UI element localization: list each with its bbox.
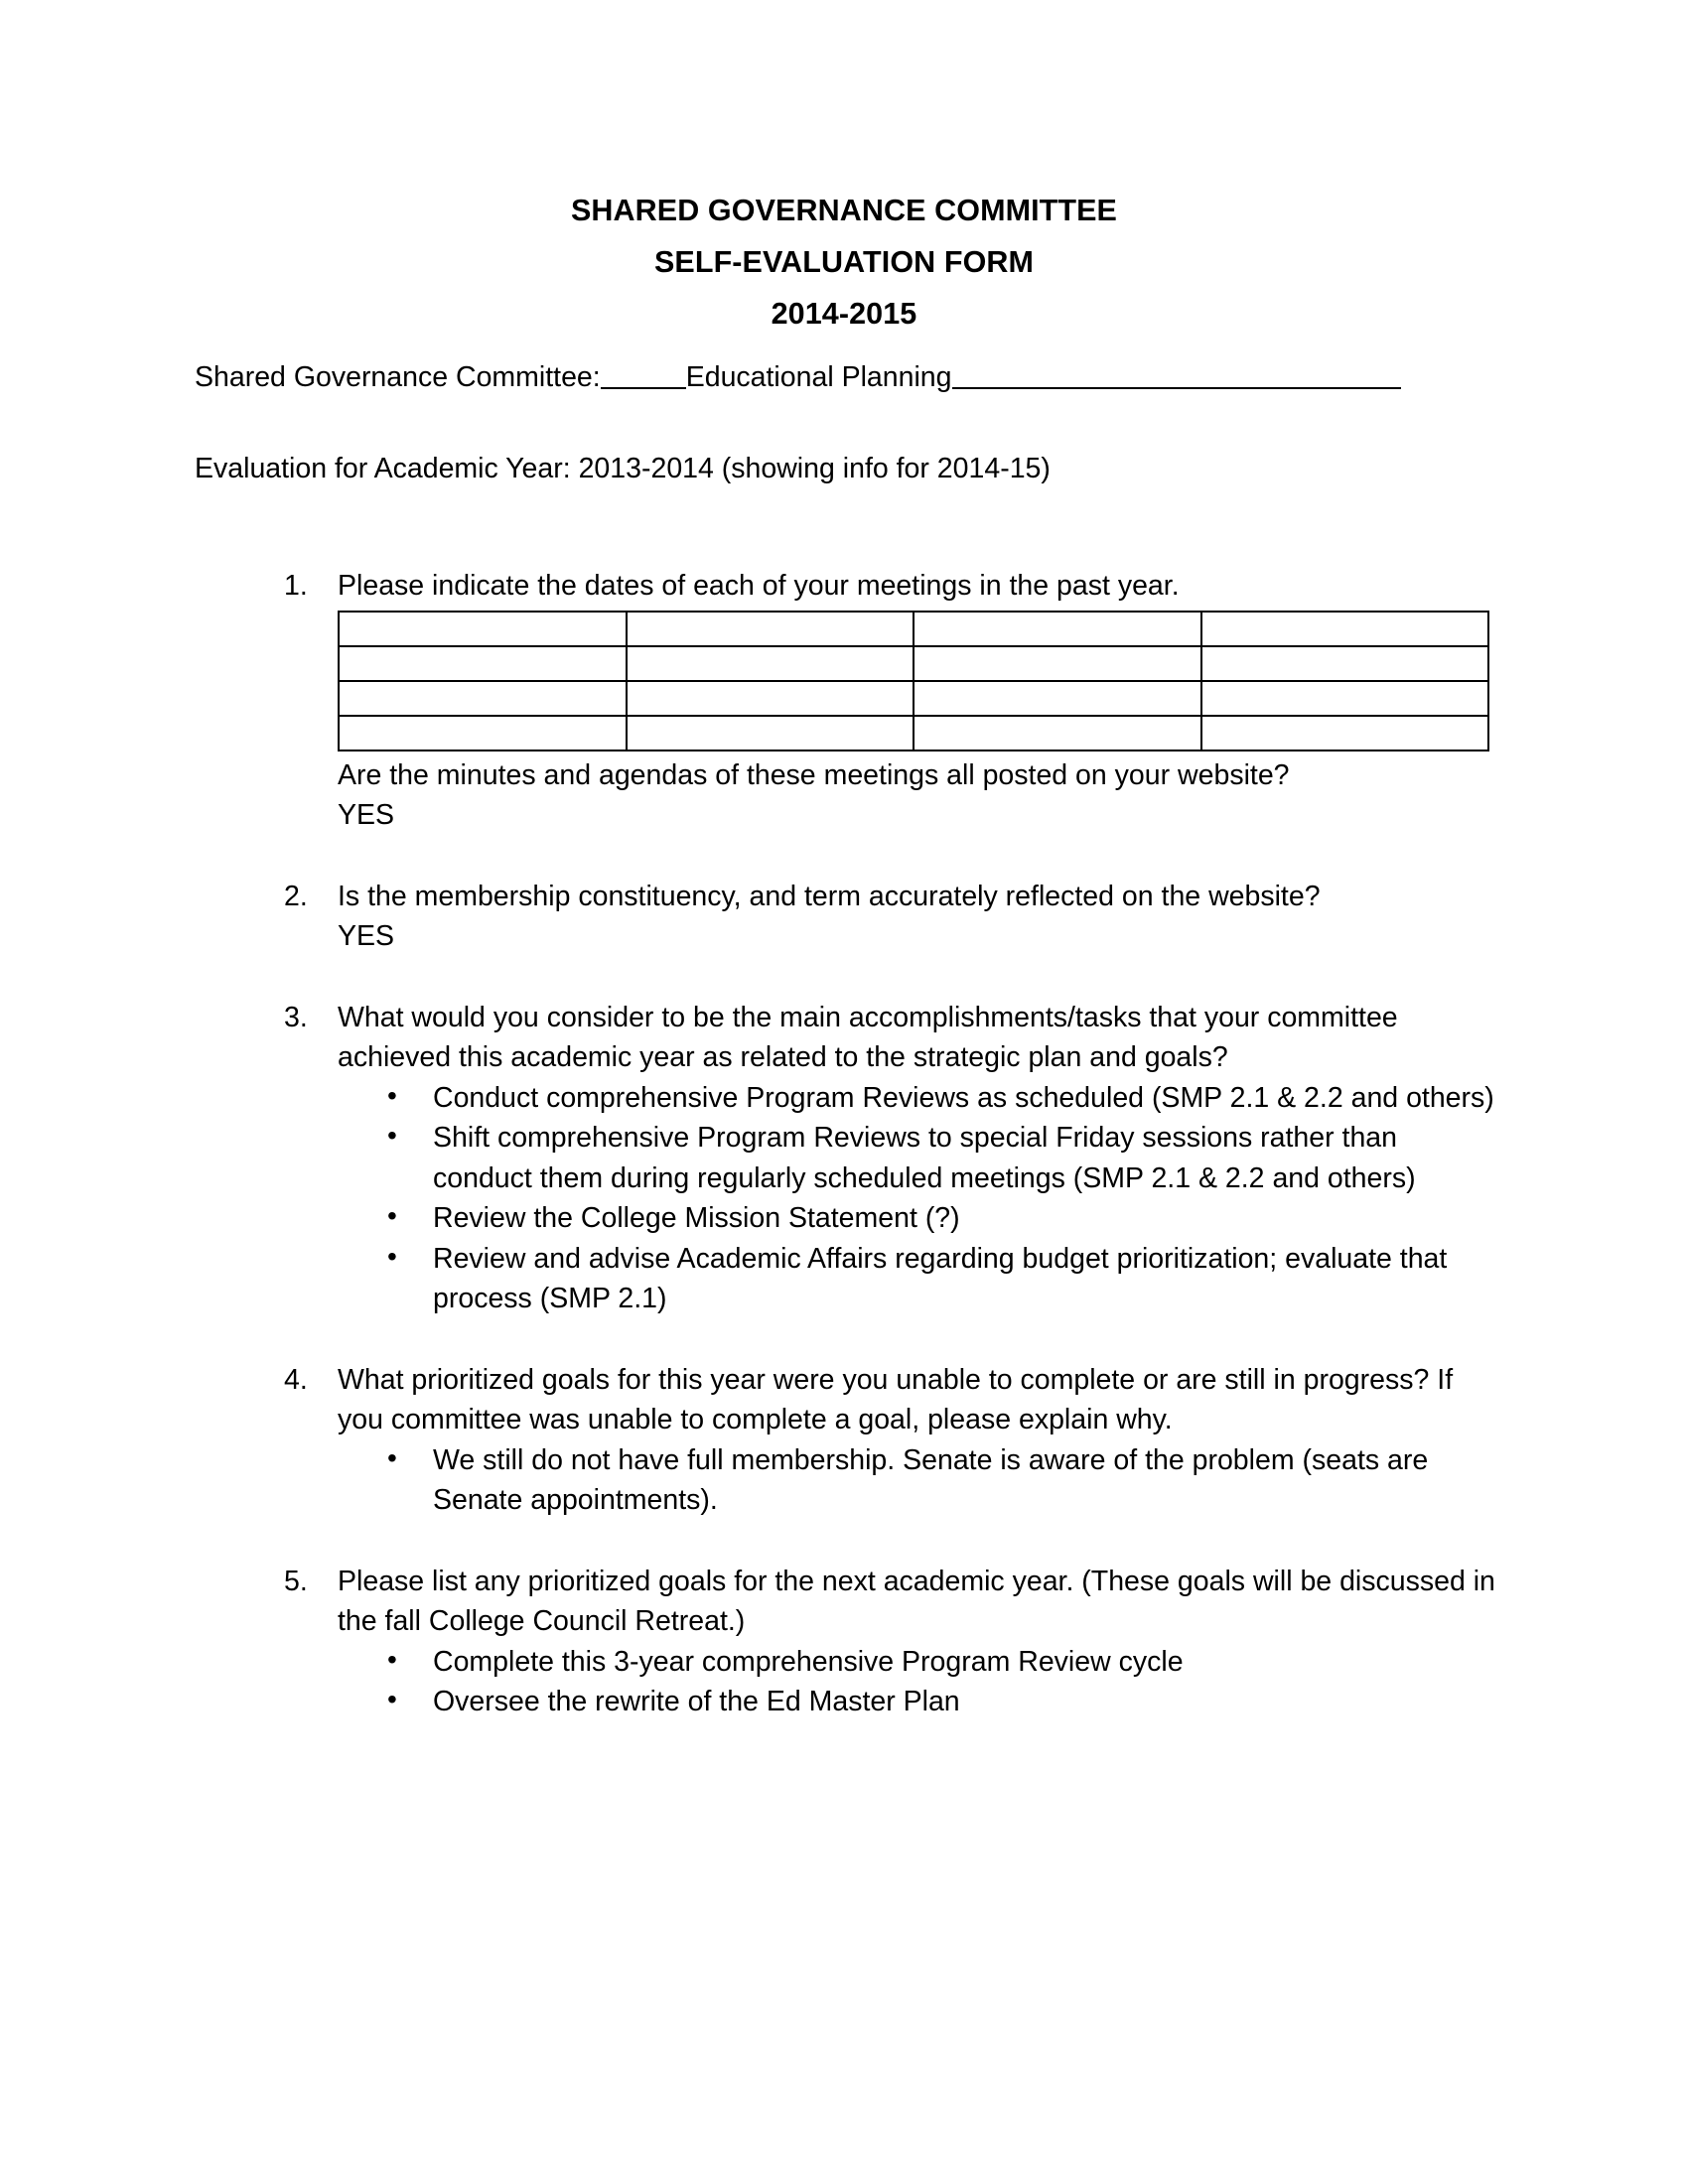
question-number-2: 2.	[284, 880, 308, 912]
document-title-block	[0, 185, 1688, 340]
committee-field-blank-trailing[interactable]	[952, 387, 1401, 389]
question-list	[246, 566, 1495, 1722]
list-item: • We still do not have full membership. Senate is aware of the problem (seats are Senate appointments).	[338, 1440, 1495, 1521]
table-cell[interactable]	[1201, 612, 1489, 646]
meeting-dates-table[interactable]	[338, 611, 1489, 751]
question-text-5: Please list any prioritized goals for the next academic year. (These goals will be discussed in the fall College Council Retreat.)	[338, 1565, 1495, 1637]
table-cell[interactable]	[914, 646, 1201, 681]
list-item: • Oversee the rewrite of the Ed Master Plan	[338, 1682, 1495, 1722]
title-line-3: 2014-2015	[771, 297, 917, 331]
committee-field-blank-leading[interactable]	[601, 387, 686, 389]
table-cell[interactable]	[339, 646, 627, 681]
question-text-4: What prioritized goals for this year were you unable to complete or are still in progress? If you committee was unable to complete a goal, please explain why.	[338, 1363, 1454, 1435]
question-number-5: 5.	[284, 1565, 308, 1597]
list-item: • Review the College Mission Statement (?)	[338, 1198, 1495, 1239]
committee-field-value: Educational Planning	[685, 361, 952, 393]
committee-field-label: Shared Governance Committee:	[195, 361, 601, 393]
spacer	[246, 957, 1495, 998]
question-text-2: Is the membership constituency, and term accurately reflected on the website?	[338, 880, 1321, 912]
question-text-3: What would you consider to be the main accomplishments/tasks that your committee achieved this academic year as related to the strategic plan and goals?	[338, 1001, 1398, 1073]
committee-field-line	[195, 357, 1495, 397]
table-row[interactable]	[339, 612, 1488, 646]
question-number-4: 4.	[284, 1363, 308, 1396]
table-cell[interactable]	[1201, 646, 1489, 681]
table-row[interactable]	[339, 681, 1488, 716]
question-item-5	[246, 1562, 1495, 1722]
table-row[interactable]	[339, 646, 1488, 681]
table-cell[interactable]	[914, 716, 1201, 751]
title-line-1: SHARED GOVERNANCE COMMITTEE	[570, 194, 1118, 227]
spacer	[246, 1521, 1495, 1562]
list-item: • Complete this 3-year comprehensive Program Review cycle	[338, 1642, 1495, 1683]
meeting-dates-table-wrapper	[338, 607, 1495, 755]
table-cell[interactable]	[627, 681, 914, 716]
question-item-1	[246, 566, 1495, 836]
question-1-answer: YES	[338, 799, 395, 831]
question-item-2	[246, 877, 1495, 957]
table-cell[interactable]	[1201, 681, 1489, 716]
table-cell[interactable]	[339, 716, 627, 751]
question-2-answer: YES	[338, 920, 395, 952]
table-cell[interactable]	[627, 716, 914, 751]
question-5-bullet-list	[338, 1642, 1495, 1722]
document-body	[195, 357, 1495, 1717]
spacer	[246, 1319, 1495, 1360]
evaluation-year-line: Evaluation for Academic Year: 2013-2014 (showing info for 2014-15)	[195, 453, 1051, 484]
table-cell[interactable]	[914, 612, 1201, 646]
list-item: • Review and advise Academic Affairs regarding budget prioritization; evaluate that process (SMP 2.1)	[338, 1239, 1495, 1319]
table-cell[interactable]	[339, 612, 627, 646]
list-item: • Conduct comprehensive Program Reviews as scheduled (SMP 2.1 & 2.2 and others)	[338, 1078, 1495, 1119]
list-item: • Shift comprehensive Program Reviews to special Friday sessions rather than conduct them during regularly scheduled meetings (SMP 2.1 & 2.2 and others)	[338, 1118, 1495, 1198]
meeting-dates-table-body	[339, 612, 1488, 751]
question-4-bullet-list	[338, 1440, 1495, 1521]
question-3-bullet-list	[338, 1078, 1495, 1319]
table-cell[interactable]	[627, 612, 914, 646]
question-number-1: 1.	[284, 570, 308, 602]
table-cell[interactable]	[1201, 716, 1489, 751]
table-cell[interactable]	[627, 646, 914, 681]
table-cell[interactable]	[914, 681, 1201, 716]
question-text-1: Please indicate the dates of each of your meetings in the past year.	[338, 570, 1180, 602]
table-cell[interactable]	[339, 681, 627, 716]
question-item-3	[246, 998, 1495, 1319]
question-1-followup: Are the minutes and agendas of these meetings all posted on your website?	[338, 758, 1290, 791]
title-line-2: SELF-EVALUATION FORM	[653, 245, 1035, 279]
table-row[interactable]	[339, 716, 1488, 751]
question-item-4	[246, 1360, 1495, 1521]
question-number-3: 3.	[284, 1001, 308, 1033]
spacer	[246, 836, 1495, 877]
